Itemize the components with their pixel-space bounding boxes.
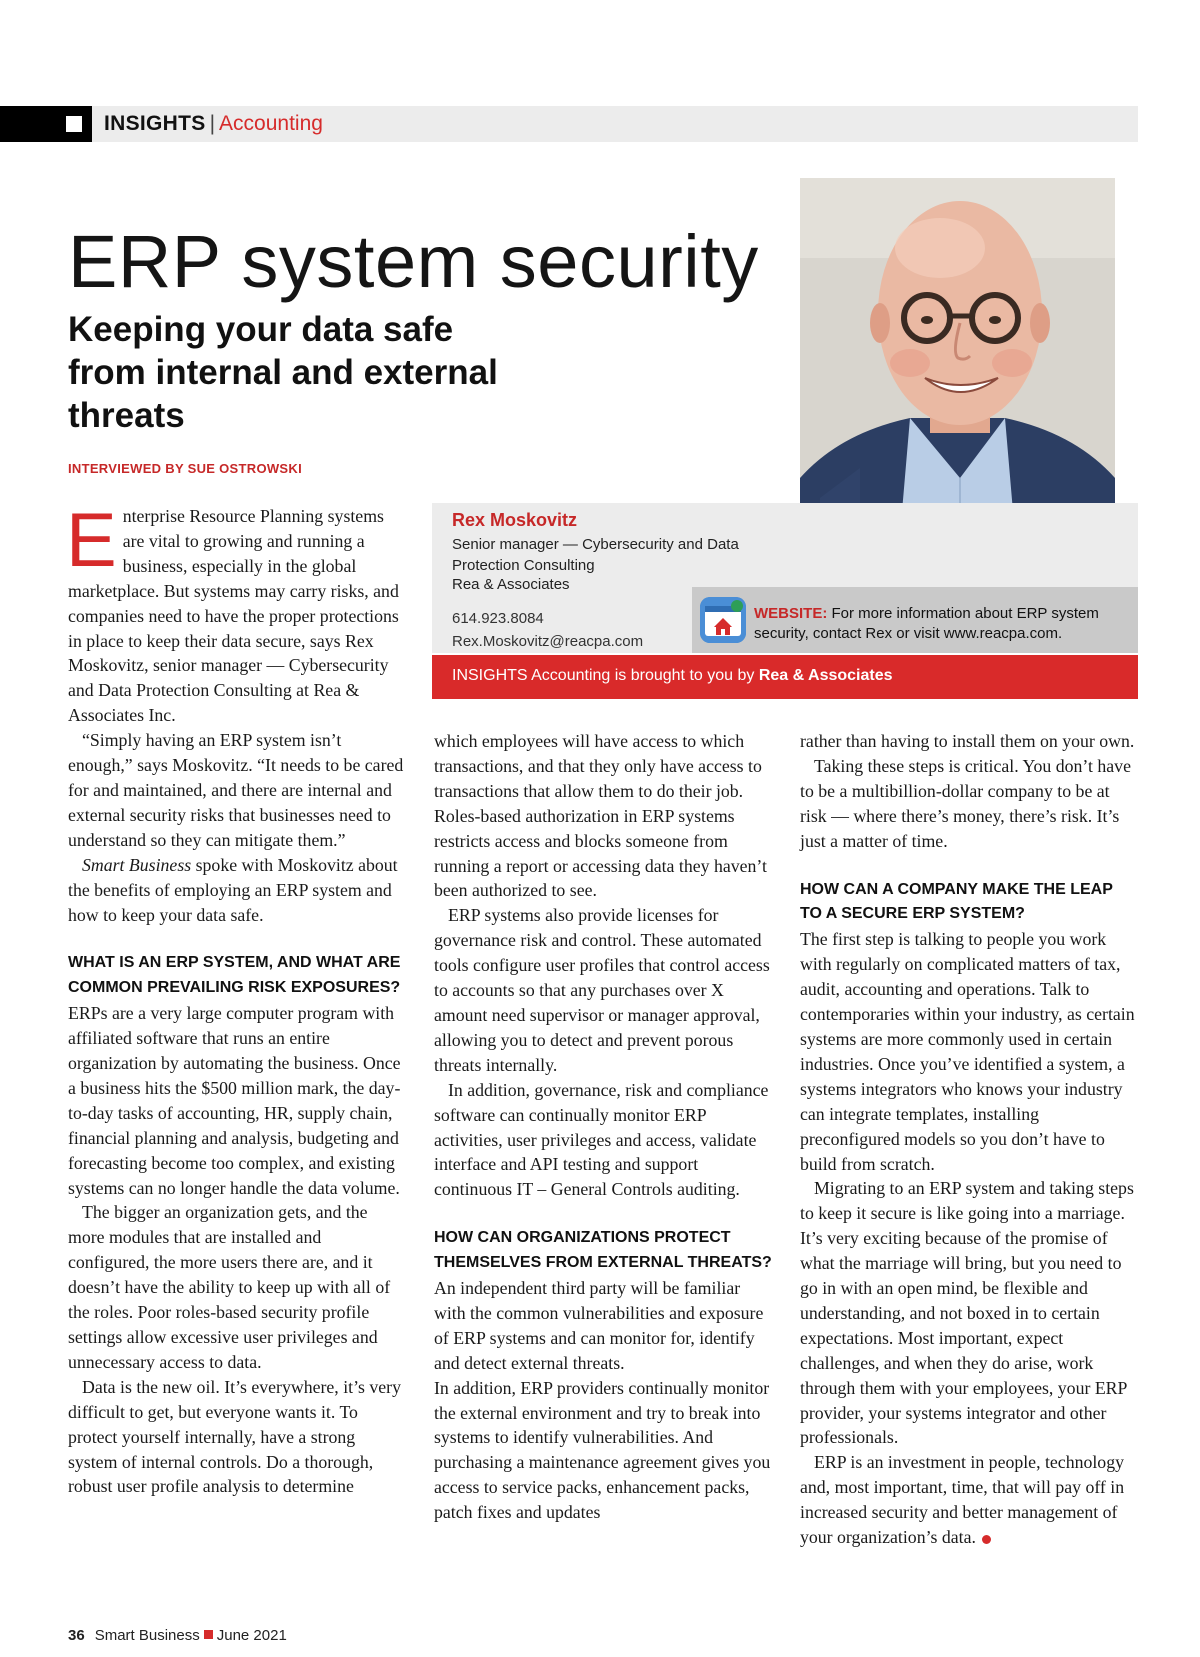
article-byline: INTERVIEWED BY SUE OSTROWSKI bbox=[68, 461, 303, 476]
website-note bbox=[754, 604, 1134, 644]
paragraph: ERPs are a very large computer program with affiliated software that runs an entire organization by automating the business. Once a business hits the $500 million mark, the day-to-day tasks of accounting, HR, supply chain, financial planning and analysis, budgeting and forecasting become too complex, and existing systems can no longer handle the data volume. bbox=[68, 1003, 401, 1198]
paragraph: ERP systems also provide licenses for governance risk and control. These automated tools configure user profiles that control access to accounts so that any purchases over X amount need supervisor or manager approval, allowing you to detect and prevent porous threats internally. bbox=[434, 905, 770, 1075]
paragraph: which employees will have access to which transactions, and that they only have access to transactions that allow them to do their job. Roles-based authorization in ERP systems restricts access and blocks someone from running a report or accessing data they haven’t been authorized to see. bbox=[434, 731, 767, 901]
publication-name: Smart Business bbox=[82, 854, 192, 875]
article-subtitle: Keeping your data safe from internal and external threats bbox=[68, 310, 498, 435]
question-heading: HOW CAN A COMPANY MAKE THE LEAP TO A SECURE ERP SYSTEM? bbox=[800, 880, 1113, 923]
article-column-3 bbox=[800, 729, 1138, 1550]
paragraph: In addition, governance, risk and compliance software can continually monitor ERP activities, user privileges and access, validate interface and API testing and support continuous IT – General Controls auditing. bbox=[434, 1079, 769, 1200]
footer-square-icon bbox=[204, 1630, 213, 1639]
paragraph: An independent third party will be familiar with the common vulnerabilities and exposure of ERP systems and can monitor for, identify and detect external threats. bbox=[434, 1278, 764, 1373]
paragraph-text: ERP is an investment in people, technology and, most important, time, that will pay off in increased security and better management of your organization’s data. bbox=[800, 1452, 1125, 1548]
section-header-bar bbox=[0, 106, 1138, 142]
section-category: Accounting bbox=[219, 112, 323, 135]
sponsor-firm: Rea & Associates bbox=[758, 667, 893, 684]
dropcap: E bbox=[66, 498, 117, 583]
website-house-icon bbox=[700, 597, 746, 643]
paragraph: Data is the new oil. It’s everywhere, it’s very difficult to get, but everyone wants it. To protect yourself internally, have a strong system of internal controls. Do a thorough, robust user profile analysis to determine bbox=[68, 1376, 401, 1497]
question-heading: WHAT IS AN ERP SYSTEM, AND WHAT ARE COMMON PREVAILING RISK EXPOSURES? bbox=[68, 954, 401, 997]
end-mark-icon bbox=[982, 1535, 991, 1544]
paragraph-text: spoke with Moskovitz about the benefits of employing an ERP system and how to keep your data safe. bbox=[68, 854, 398, 925]
section-separator: | bbox=[209, 112, 216, 135]
paragraph: rather than having to install them on your own. bbox=[800, 731, 1135, 751]
header-black-block bbox=[0, 106, 92, 142]
sponsor-prefix: INSIGHTS Accounting is brought to you by bbox=[452, 667, 759, 684]
question-heading: HOW CAN ORGANIZATIONS PROTECT THEMSELVES FROM EXTERNAL THREATS? bbox=[434, 1229, 772, 1272]
paragraph: Migrating to an ERP system and taking steps to keep it secure is like going into a marriage. It’s very exciting because of the promise of what the marriage will bring, but you need to go in with an open mind, be flexible and understanding, and not boxed in to certain expectations. Most important, expect challenges, and when they do arise, work through them with your employees, your ERP provider, your systems integrator and other professionals. bbox=[800, 1178, 1134, 1448]
paragraph-text: nterprise Resource Planning systems are vital to growing and running a business, especially in the global marketplace. But systems may carry risks, and companies need to have the proper protections in place to keep their data secure, says Rex Moskovitz, senior manager — Cybersecurity and Data Protection Consulting at Rea & Associates Inc. bbox=[68, 506, 399, 726]
sponsor-text bbox=[452, 667, 893, 685]
issue-date: June 2021 bbox=[216, 1627, 287, 1644]
page-footer bbox=[68, 1627, 287, 1644]
sponsor-bar bbox=[432, 655, 1138, 699]
portrait-illustration bbox=[800, 178, 1115, 535]
article-column-2 bbox=[434, 729, 774, 1525]
header-square-icon bbox=[66, 116, 82, 132]
contact-name: Rex Moskovitz bbox=[452, 510, 578, 530]
contact-phone: 614.923.8084 bbox=[452, 610, 544, 627]
website-text: For more information about ERP system security, contact Rex or visit www.reacpa.com. bbox=[754, 605, 1099, 642]
contact-email[interactable]: Rex.Moskovitz@reacpa.com bbox=[452, 633, 644, 650]
paragraph: The bigger an organization gets, and the more modules that are installed and configured, the more users there are, and it doesn’t have the ability to keep up with all of the roles. Poor roles-based security profile settings allow excessive user privileges and unnecessary access to data. bbox=[68, 1202, 391, 1372]
paragraph: In addition, ERP providers continually monitor the external environment and try to break into systems to identify vulnerabilities. And purchasing a maintenance agreement gives you access to service packs, enhancement packs, patch fixes and updates bbox=[434, 1377, 771, 1523]
paragraph bbox=[800, 1450, 1138, 1550]
section-label bbox=[104, 113, 323, 135]
paragraph bbox=[68, 853, 404, 928]
paragraph: The first step is talking to people you work with regularly on complicated matters of tax, audit, accounting and operations. Talk to contemporaries within your industry, as certain systems are more commonly used in certain industries. Once you’ve identified a system, a systems integrators who knows your industry can integrate templates, installing preconfigured models so you don’t have to build from scratch. bbox=[800, 929, 1135, 1174]
portrait-photo bbox=[800, 178, 1115, 535]
section-name: INSIGHTS bbox=[104, 112, 206, 135]
contact-firm: Rea & Associates bbox=[452, 576, 570, 593]
paragraph: “Simply having an ERP system isn’t enough,” says Moskovitz. “It needs to be cared for and maintained, and there are internal and external security risks that businesses need to understand so they can mitigate them.” bbox=[68, 730, 404, 850]
article-column-1 bbox=[66, 498, 404, 1499]
website-label: WEBSITE: bbox=[754, 605, 828, 622]
contact-role: Senior manager — Cybersecurity and Data Protection Consulting bbox=[452, 536, 739, 574]
article-title: ERP system security bbox=[68, 220, 759, 303]
paragraph bbox=[66, 498, 404, 728]
paragraph: Taking these steps is critical. You don’t have to be a multibillion-dollar company to be at risk — where there’s money, there’s risk. It’s just a matter of time. bbox=[800, 755, 1131, 851]
publication-name: Smart Business bbox=[94, 1627, 200, 1644]
page-number: 36 bbox=[68, 1627, 85, 1644]
